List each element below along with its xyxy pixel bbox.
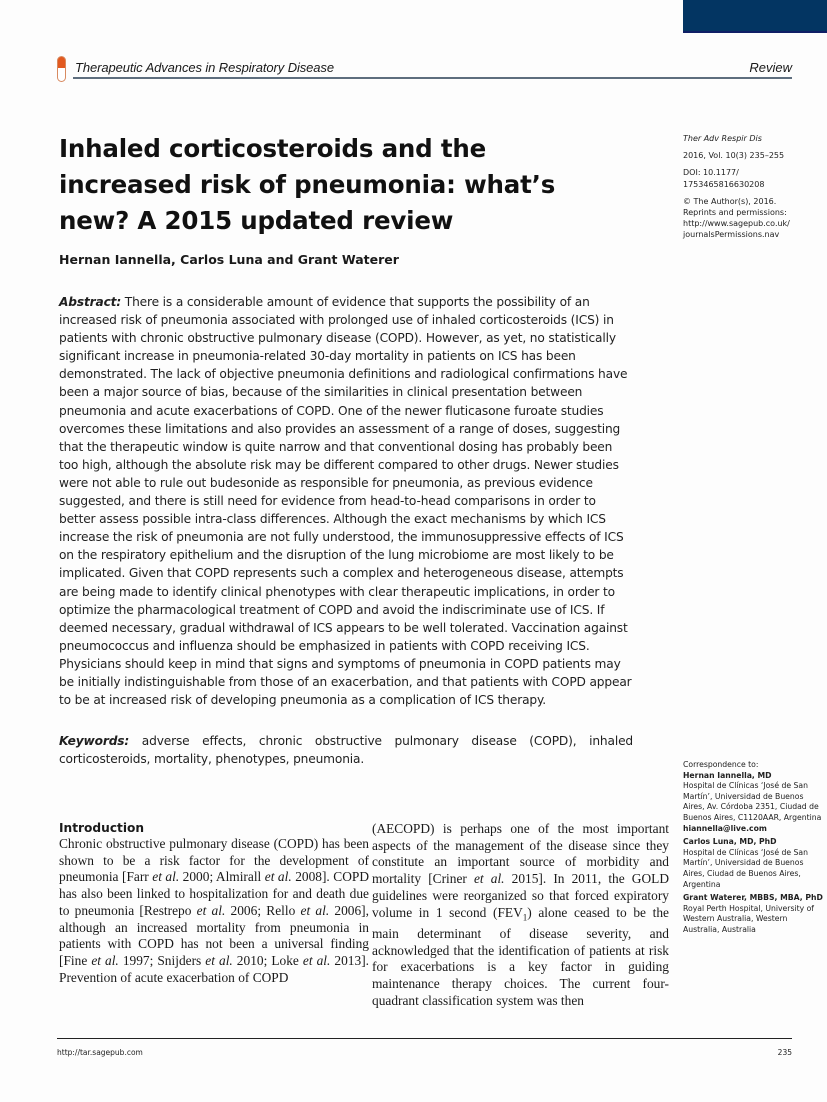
- reprints-link-cont[interactable]: journalsPermissions.nav: [683, 230, 780, 240]
- footer-url[interactable]: http://tar.sagepub.com: [57, 1048, 143, 1057]
- capsule-icon: [57, 56, 66, 82]
- keywords-label: Keywords:: [59, 734, 130, 748]
- body-paragraph: Chronic obstructive pulmonary disease (COPD) has been shown to be a risk factor for the development of pneumonia [Farr et al. 2000; Almirall et al. 2008]. COPD has also been linked to hospitalization for and death due to pneumonia [Restrepo et al. 2006; Rello et al. 2006], although an increased mortality from pneumonia in patients with COPD has not been a universal finding [Fine et al. 1997; Snijders et al. 2010; Loke et al. 2013]. Prevention of acute exacerbation of COPD: [59, 836, 370, 985]
- author-name: Hernan Iannella, MD: [683, 770, 772, 780]
- author-address: Hospital de Clínicas ‘José de San Martín’, Universidad de Buenos Aires, Av. Córdoba 2351, Ciudad de Buenos Aires, C1120AAR, Argentina: [683, 781, 822, 822]
- correspondence: [683, 760, 825, 939]
- doi-value[interactable]: 1753465816630208: [683, 179, 765, 189]
- copyright-block: [683, 196, 823, 241]
- author-address: Hospital de Clínicas ‘José de San Martín’, Universidad de Buenos Aires, Ciudad de Buenos Aires, Argentina: [683, 847, 809, 889]
- article-authors: Hernan Iannella, Carlos Luna and Grant Waterer: [59, 252, 399, 267]
- correspondence-author-2: [683, 837, 825, 890]
- correspondence-label: Correspondence to:: [683, 760, 759, 769]
- abstract-text: There is a considerable amount of evidence that supports the possibility of an increased risk of pneumonia associated with prolonged use of inhaled corticosteroids (ICS) in patients with chronic obstructive pulmonary disease (COPD). However, as yet, no statistically significant increase in pneumonia-related 30-day mortality in patients on ICS has been demonstrated. The lack of objective pneumonia definitions and radiological confirmations have been a major source of bias, because of the similarities in clinical presentation between pneumonia and acute exacerbations of COPD. One of the newer fluticasone furoate studies overcomes these limitations and also provides an assessment of a range of doses, suggesting that the therapeutic window is quite narrow and that conventional dosing has probably been too high, although the absolute risk may be different compared to other drugs. Newer studies were not able to rule out budesonide as responsible for pneumonia, as previous evidence suggested, and there is still need for evidence from head-to-head comparisons in order to better assess possible intra-class differences. Although the exact mechanisms by which ICS increase the risk of pneumonia are not fully understood, the immunosuppressive effects of ICS on the respiratory epithelium and the disruption of the lung microbiome are most likely to be implicated. Given that COPD represents such a complex and heterogeneous disease, attempts are being made to identify clinical phenotypes with clear therapeutic implications, in order to optimize the pharmacological treatment of COPD and avoid the indiscriminate use of ICS. If deemed necessary, gradual withdrawal of ICS appears to be well tolerated. Vaccination against pneumococcus and influenza should be emphasized in patients with COPD receiving ICS. Physicians should keep in mind that signs and symptoms of pneumonia in COPD patients may be initially indistinguishable from those of an exacerbation, and that patients with COPD appear to be at increased risk of developing pneumonia as a complication of ICS therapy.: [59, 295, 632, 708]
- article-title: Inhaled corticosteroids and the increased risk of pneumonia: what’s new? A 2015 updated review: [59, 134, 556, 235]
- journal-header: [57, 56, 792, 80]
- journal-abbrev: Ther Adv Respir Dis: [683, 134, 762, 143]
- author-email[interactable]: hiannella@live.com: [683, 823, 767, 833]
- doi: [683, 167, 823, 189]
- author-address: Royal Perth Hospital, University of Western Australia, Western Australia, Australia: [683, 903, 815, 934]
- keywords-text: adverse effects, chronic obstructive pulmonary disease (COPD), inhaled corticosteroids, mortality, phenotypes, pneumonia.: [59, 734, 633, 767]
- page-number: 235: [777, 1048, 792, 1057]
- doi-label: DOI: 10.1177/: [683, 168, 739, 178]
- journal-name: Therapeutic Advances in Respiratory Disease: [75, 60, 334, 75]
- body-column-left: [59, 820, 369, 986]
- body-paragraph: (AECOPD) is perhaps one of the most important aspects of the management of the disease since they constitute an important source of morbidity and mortality [Criner et al. 2015]. In 2011, the GOLD guidelines were reorganized so that forced expiratory volume in 1 second $(FEV_1)$ alone ceased to be the main determinant of disease severity, and acknowledged that the identification of patients at risk for exacerbations is a key factor in guiding maintenance therapy choices. The current four-quadrant classification system was then: [372, 821, 669, 1008]
- correspondence-author-1: [683, 771, 825, 835]
- abstract-label: Abstract:: [59, 295, 122, 309]
- reprints-link[interactable]: http://www.sagepub.co.uk/: [683, 219, 790, 229]
- header-divider: [73, 77, 792, 79]
- article-type: Review: [749, 60, 792, 75]
- citation-meta: [683, 133, 823, 247]
- author-name: Grant Waterer, MBBS, MBA, PhD: [683, 893, 823, 903]
- reprints-label: Reprints and permissions:: [683, 208, 787, 218]
- footer-divider: [57, 1038, 792, 1039]
- copyright: © The Author(s), 2016.: [683, 196, 777, 206]
- author-name: Carlos Luna, MD, PhD: [683, 837, 777, 847]
- citation: 2016, Vol. 10(3) 235–255: [683, 151, 785, 161]
- correspondence-author-3: [683, 893, 825, 935]
- body-column-right: [372, 821, 669, 1009]
- abstract: [59, 293, 633, 709]
- section-heading: Introduction: [59, 821, 145, 835]
- keywords: [59, 732, 633, 768]
- journal-color-block: [683, 0, 827, 33]
